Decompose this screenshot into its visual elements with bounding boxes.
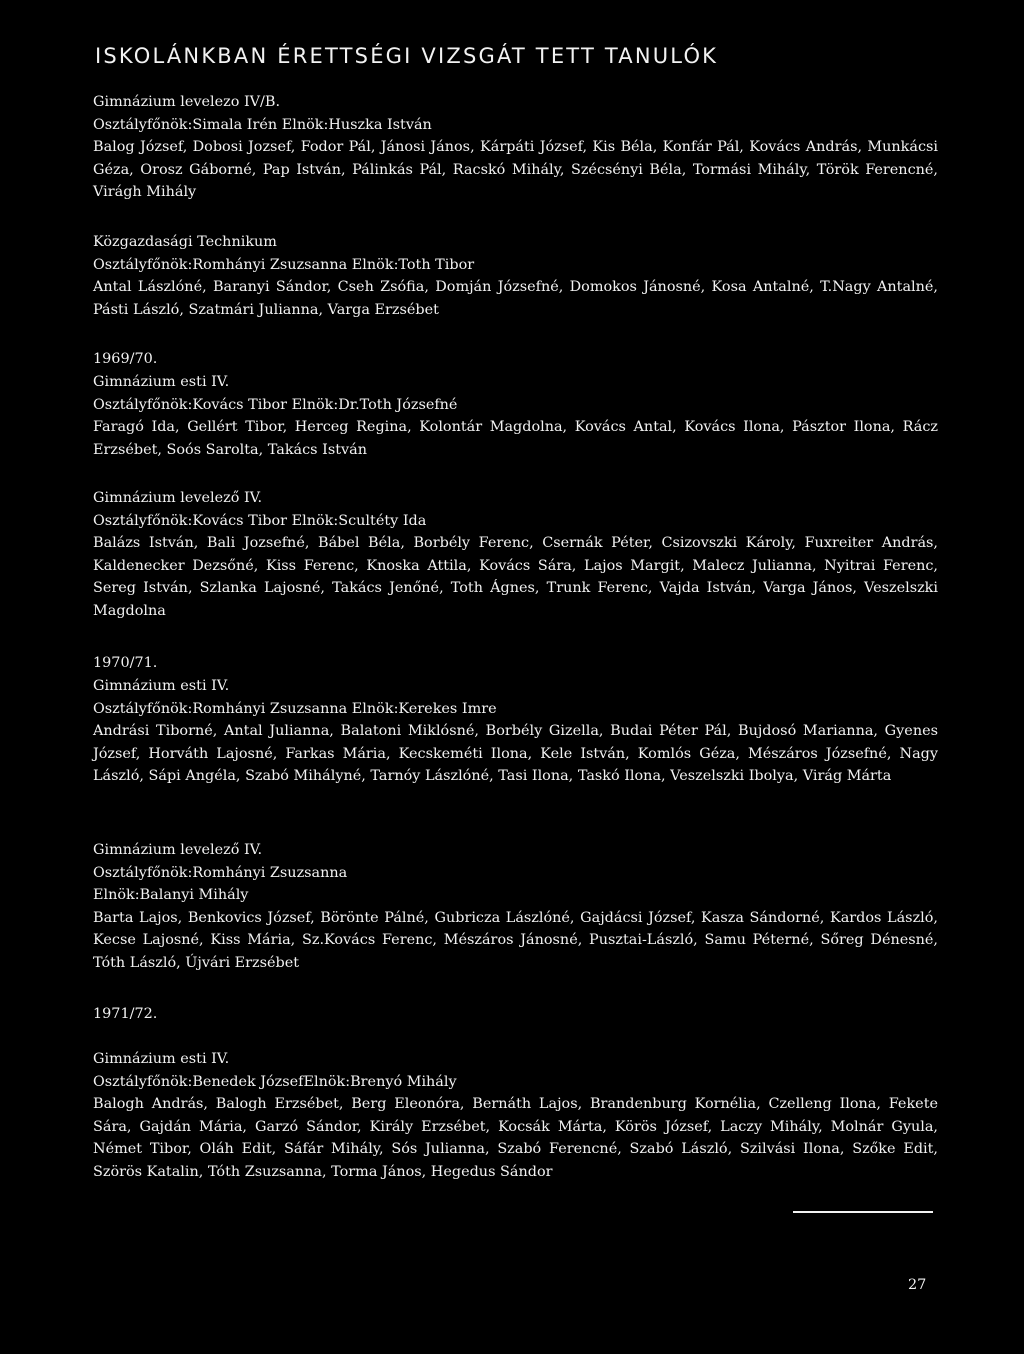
class-name: Gimnázium levelező IV. (93, 490, 263, 506)
student-list: Barta Lajos, Benkovics József, Börönte Pálné, Gubricza Lászlóné, Gajdácsi József, Kasza Sándorné, Kardos László, Kecse Lajosné, Kiss Mária, Sz.Kovács Ferenc, Mészáros Jánosné, Pusztai-László, Samu Péterné, Sőreg Dénesné, Tóth László, Újvári Erzsébet (93, 909, 938, 971)
school-year: 1969/70. (93, 351, 158, 367)
student-list: Andrási Tiborné, Antal Julianna, Balatoni Miklósné, Borbély Gizella, Budai Péter Pál, Bujdosó Marianna, Gyenes József, Horváth Lajosné, Farkas Mária, Kecskeméti Ilona, Kele István, Komlós Géza, Mészáros Józsefné, Nagy László, Sápi Angéla, Szabó Mihályné, Tarnóy Lászlóné, Tasi Ilona, Taskó Ilona, Veszelszki Ibolya, Virág Márta (93, 723, 938, 784)
class-staff: Osztályfőnök:Romhányi Zsuzsanna (93, 864, 348, 881)
school-year: 1971/72. (93, 1006, 158, 1022)
student-list: Balog József, Dobosi Jozsef, Fodor Pál, Jánosi János, Kárpáti József, Kis Béla, Konfár Pál, Kovács András, Munkácsi Géza, Orosz Gáborné, Pap István, Pálinkás Pál, Racskó Mihály, Szécsényi Béla, Tormási Mihály, Török Ferencné, Virágh Mihály (93, 139, 938, 200)
page-title: ISKOLÁNKBAN ÉRETTSÉGI VIZSGÁT TETT TANULÓK (95, 44, 719, 68)
class-staff: Osztályfőnök:Simala Irén Elnök:Huszka István (93, 116, 432, 133)
class-section (93, 675, 938, 788)
student-list: Balogh András, Balogh Erzsébet, Berg Eleonóra, Bernáth Lajos, Brandenburg Kornélia, Czelleng Ilona, Fekete Sára, Gajdán Mária, Garzó Sándor, Király Erzsébet, Kocsák Márta, Körös József, Laczy Mihály, Molnár Gyula, Német Tibor, Oláh Edit, Sáfár Mihály, Sós Julianna, Szabó Ferencné, Szabó László, Szilvási Ilona, Szőke Edit, Szörös Katalin, Tóth Zsuzsanna, Torma János, Hegedus Sándor (93, 1096, 938, 1180)
class-staff: Osztályfőnök:Kovács Tibor Elnök:Dr.Toth Józsefné (93, 396, 458, 413)
class-section (93, 839, 938, 974)
school-year: 1970/71. (93, 655, 158, 671)
class-name: Gimnázium esti IV. (93, 1051, 230, 1067)
student-list: Faragó Ida, Gellért Tibor, Herceg Regina, Kolontár Magdolna, Kovács Antal, Kovács Ilona, Pásztor Ilona, Rácz Erzsébet, Soós Sarolta, Takács István (93, 419, 938, 458)
student-list: Balázs István, Bali Jozsefné, Bábel Béla, Borbély Ferenc, Csernák Péter, Csizovszki Károly, Fuxreiter András, Kaldenecker Dezsőné, Kiss Ferenc, Knoska Attila, Kovács Sára, Lajos Margit, Malecz Julianna, Nyitrai Ferenc, Sereg István, Szlanka Lajosné, Takács Jenőné, Toth Ágnes, Trunk Ferenc, Vajda István, Varga János, Veszelszki Magdolna (93, 535, 938, 619)
class-name: Gimnázium levelező IV. (93, 842, 263, 858)
class-staff: Osztályfőnök:Benedek JózsefElnök:Brenyó Mihály (93, 1073, 457, 1090)
class-staff: Elnök:Balanyi Mihály (93, 887, 249, 903)
class-section (93, 487, 938, 622)
student-list: Antal Lászlóné, Baranyi Sándor, Cseh Zsófia, Domján Józsefné, Domokos Jánosné, Kosa Antalné, T.Nagy Antalné, Pásti László, Szatmári Julianna, Varga Erzsébet (93, 279, 938, 318)
class-staff: Osztályfőnök:Romhányi Zsuzsanna Elnök:Toth Tibor (93, 256, 475, 273)
class-name: Gimnázium esti IV. (93, 374, 230, 390)
divider-rule (793, 1211, 933, 1213)
class-name: Gimnázium esti IV. (93, 678, 230, 694)
class-section (93, 231, 938, 321)
page-number: 27 (908, 1277, 927, 1293)
class-staff: Osztályfőnök:Romhányi Zsuzsanna Elnök:Kerekes Imre (93, 700, 497, 717)
class-name: Közgazdasági Technikum (93, 234, 277, 250)
class-section (93, 371, 938, 461)
class-name: Gimnázium levelezo IV/B. (93, 94, 281, 110)
class-section (93, 91, 938, 204)
class-section (93, 1048, 938, 1183)
class-staff: Osztályfőnök:Kovács Tibor Elnök:Scultéty Ida (93, 512, 427, 529)
